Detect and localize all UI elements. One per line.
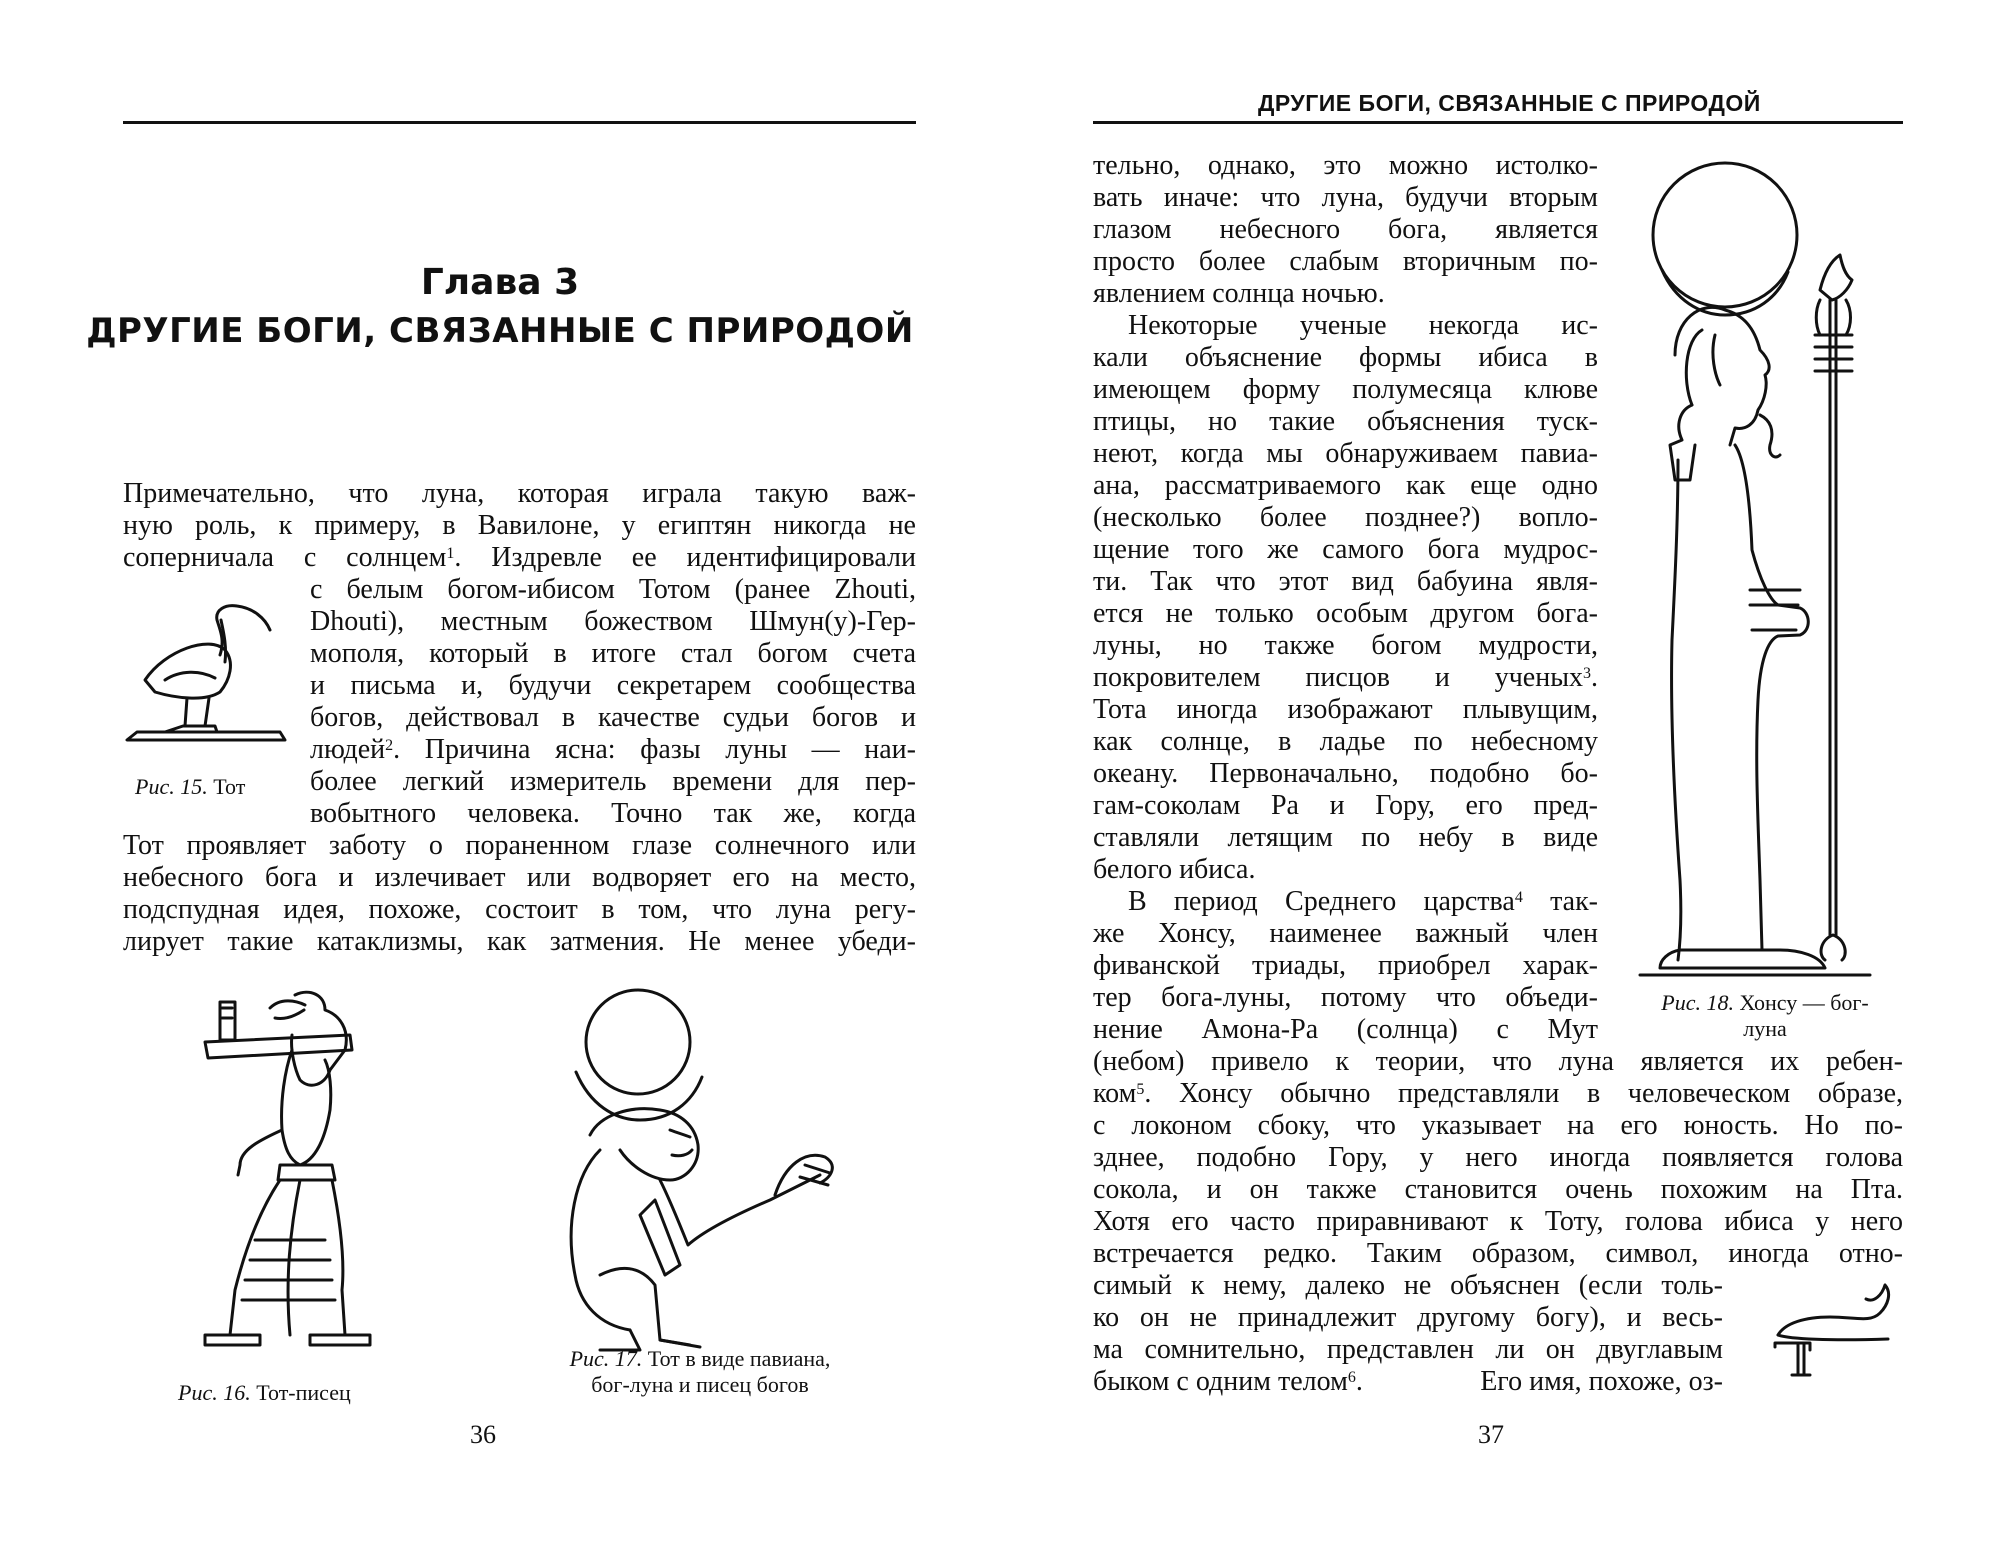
- thoth-scribe-figure: [200, 990, 390, 1345]
- text-line: сокола, и он также становится очень похожим на Пта.: [1093, 1174, 1903, 1205]
- text-line: тер бога-луны, потому что объеди-: [1093, 982, 1598, 1013]
- text-fragment: . Издревле ее идентифицировали: [454, 542, 916, 573]
- baboon-figure: [560, 985, 840, 1360]
- text-line: вобытного человека. Точно так же, когда: [310, 798, 916, 829]
- text-line: [1093, 1366, 1723, 1398]
- text-fragment: так-: [1522, 886, 1598, 917]
- text-line: ставляли летящим по небу в виде: [1093, 822, 1598, 853]
- text-line: нение Амона-Ра (солнца) с Мут: [1093, 1014, 1598, 1045]
- text-fragment: быком с одним телом: [1093, 1366, 1348, 1397]
- text-line: глазом небесного бога, является: [1093, 214, 1598, 245]
- caption-text: Тот-писец: [256, 1380, 351, 1405]
- text-line: лирует такие катаклизмы, как затмения. Не менее убеди-: [123, 926, 916, 957]
- text-line: птицы, но такие объяснения туск-: [1093, 406, 1598, 437]
- text-line: богов, действовал в качестве судьи богов и: [310, 702, 916, 733]
- caption-label: Рис. 15.: [135, 774, 208, 799]
- fig17-caption: [515, 1346, 885, 1398]
- top-rule: [1093, 121, 1903, 124]
- page-number: 36: [470, 1420, 496, 1449]
- caption-line: [1630, 990, 1900, 1016]
- text-line: с локоном сбоку, что указывает на его юность. Но по-: [1093, 1110, 1903, 1141]
- text-line: [1093, 1078, 1903, 1110]
- text-line: ную роль, к примеру, в Вавилоне, у египтян никогда не: [123, 510, 916, 541]
- text-fragment: В период Среднего царства: [1128, 886, 1515, 917]
- text-line: с белым богом-ибисом Тотом (ранее Zhouti,: [310, 574, 916, 605]
- fig18-caption: [1630, 990, 1900, 1042]
- footnote-ref: 1: [446, 545, 455, 562]
- text-line: мополя, который в итоге стал богом счета: [310, 638, 916, 669]
- text-line: явлением солнца ночью.: [1093, 278, 1385, 309]
- text-fragment: . Хонсу обычно представляли в человеческом образе,: [1144, 1078, 1903, 1109]
- caption-text: Тот: [213, 774, 246, 799]
- text-line: ана, рассматриваемого как еще одно: [1093, 470, 1598, 501]
- text-fragment: соперничала с солнцем: [123, 542, 447, 573]
- right-page: [1000, 0, 2000, 1550]
- caption-label: Рис. 18.: [1661, 990, 1734, 1015]
- text-line: [1128, 886, 1598, 918]
- text-line: Хотя его часто приравнивают к Тоту, голова ибиса у него: [1093, 1206, 1903, 1237]
- text-fragment: людей: [310, 734, 386, 765]
- page-number: 37: [1478, 1420, 1504, 1449]
- text-line: Dhouti), местным божеством Шмун(у)-Гер-: [310, 606, 916, 637]
- text-line: встречается редко. Таким образом, символ, иногда отно-: [1093, 1238, 1903, 1269]
- text-line: (несколько более позднее?) вопло-: [1093, 502, 1598, 533]
- chapter-number: Глава 3: [420, 262, 580, 303]
- footnote-ref: 5: [1136, 1081, 1145, 1098]
- fig15-caption: [135, 774, 245, 800]
- text-line: щение того же самого бога мудрос-: [1093, 534, 1598, 565]
- text-fragment: .: [1591, 662, 1598, 693]
- footnote-ref: 2: [385, 737, 394, 754]
- text-line: белого ибиса.: [1093, 854, 1256, 885]
- text-line: ти. Так что этот вид бабуина явля-: [1093, 566, 1598, 597]
- text-line: зднее, подобно Гору, у него иногда появляется голова: [1093, 1142, 1903, 1173]
- text-line: Некоторые ученые некогда ис-: [1128, 310, 1598, 341]
- text-line: луны, но также богом мудрости,: [1093, 630, 1598, 661]
- text-fragment: покровителем писцов и ученых: [1093, 662, 1583, 693]
- text-line: более легкий измеритель времени для пер-: [310, 766, 916, 797]
- text-line: же Хонсу, наименее важный член: [1093, 918, 1598, 949]
- text-fragment: [1093, 1366, 1363, 1398]
- footnote-ref: 6: [1347, 1369, 1356, 1386]
- caption-label: Рис. 16.: [178, 1380, 251, 1405]
- text-line: подспудная идея, похоже, состоит в том, что луна регу-: [123, 894, 916, 925]
- text-line: океану. Первоначально, подобно бо-: [1093, 758, 1598, 789]
- caption-line: луна: [1743, 1016, 1787, 1041]
- text-line: ма сомнительно, представлен ли он двуглавым: [1093, 1334, 1723, 1365]
- text-line: вать иначе: что луна, будучи вторым: [1093, 182, 1598, 213]
- text-line: кали объяснение формы ибиса в: [1093, 342, 1598, 373]
- text-fragment: . Причина ясна: фазы луны — наи-: [393, 734, 916, 765]
- text-line: (небом) привело к теории, что луна является их ребен-: [1093, 1046, 1903, 1077]
- text-line: имеющем форму полумесяца клюве: [1093, 374, 1598, 405]
- text-line: [310, 734, 916, 766]
- text-line: гам-соколам Ра и Гору, его пред-: [1093, 790, 1598, 821]
- text-line: [123, 542, 916, 574]
- symbol-glyph: [1770, 1275, 1900, 1385]
- caption-label: Рис. 17.: [569, 1346, 643, 1371]
- running-head: ДРУГИЕ БОГИ, СВЯЗАННЫЕ С ПРИРОДОЙ: [1258, 90, 1761, 116]
- caption-line: бог-луна и писец богов: [591, 1372, 809, 1397]
- text-fragment: Его имя, похоже, оз-: [1480, 1366, 1723, 1397]
- chapter-title: ДРУГИЕ БОГИ, СВЯЗАННЫЕ С ПРИРОДОЙ: [86, 311, 914, 351]
- text-line: как солнце, в ладье по небесному: [1093, 726, 1598, 757]
- text-line: тельно, однако, это можно истолко-: [1093, 150, 1598, 181]
- text-line: симый к нему, далеко не объяснен (если толь-: [1093, 1270, 1723, 1301]
- text-fragment: .: [1355, 1366, 1363, 1397]
- top-rule: [123, 121, 916, 124]
- text-line: [1093, 662, 1598, 694]
- text-line: ко он не принадлежит другому богу), и весь-: [1093, 1302, 1723, 1333]
- text-line: Тота иногда изображают плывущим,: [1093, 694, 1598, 725]
- caption-line: [515, 1346, 885, 1372]
- caption-text: Хонсу — бог-: [1739, 990, 1869, 1015]
- text-line: Примечательно, что луна, которая играла такую важ-: [123, 478, 916, 509]
- fig16-caption: [178, 1380, 351, 1406]
- text-line: Тот проявляет заботу о пораненном глазе солнечного или: [123, 830, 916, 861]
- text-fragment: ком: [1093, 1078, 1137, 1109]
- khonsu-figure: [1620, 160, 1900, 980]
- text-line: ется не только особым другом бога-: [1093, 598, 1598, 629]
- text-line: фиванской триады, приобрел харак-: [1093, 950, 1598, 981]
- text-line: небесного бога и излечивает или водворяет его на место,: [123, 862, 916, 893]
- footnote-ref: 3: [1583, 665, 1591, 682]
- caption-text: Тот в виде павиана,: [647, 1346, 831, 1371]
- ibis-figure: [125, 600, 295, 750]
- text-line: неют, когда мы обнаруживаем павиа-: [1093, 438, 1598, 469]
- footnote-ref: 4: [1514, 889, 1523, 906]
- text-line: просто более слабым вторичным по-: [1093, 246, 1598, 277]
- text-line: и письма и, будучи секретарем сообщества: [310, 670, 916, 701]
